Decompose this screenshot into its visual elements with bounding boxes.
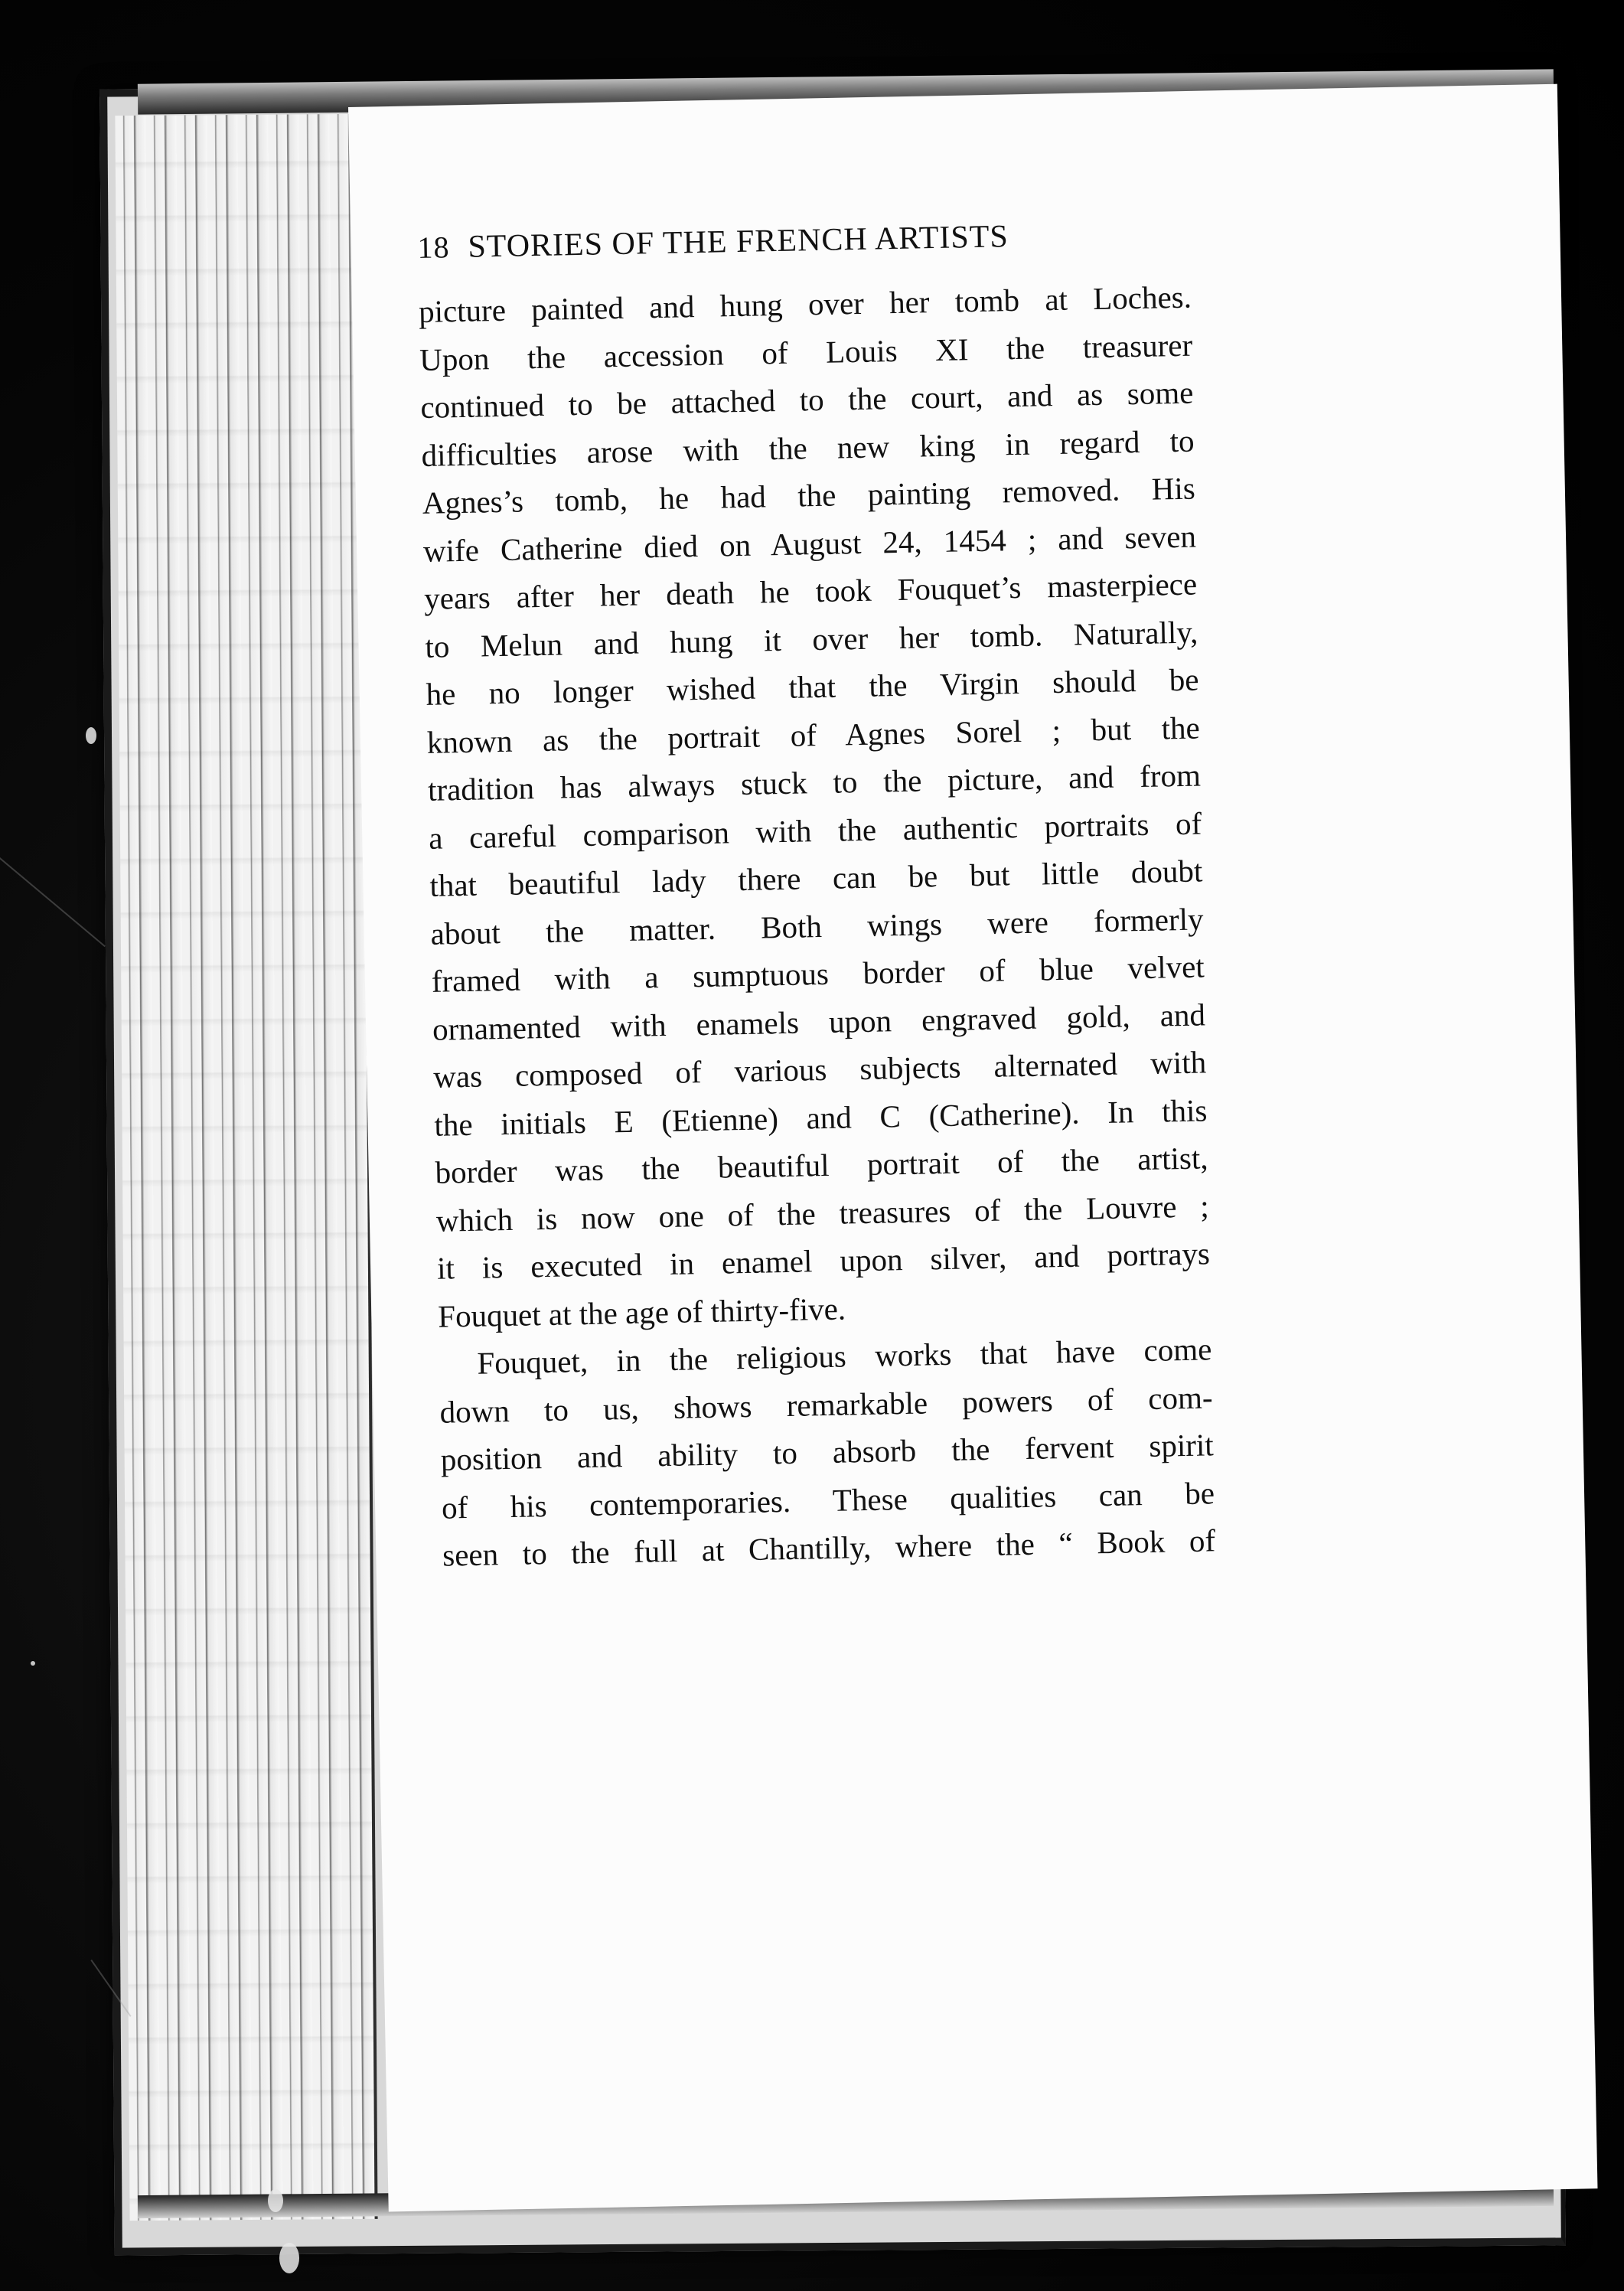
text-line: tradition has always stuck to the picture, and from xyxy=(427,757,1202,808)
text-line: a careful comparison with the authentic portraits of xyxy=(428,804,1202,856)
text-line: Agnes’s tomb, he had the painting removed. His xyxy=(422,470,1196,521)
text-line: he no longer wished that the Virgin should be xyxy=(426,661,1199,712)
text-line: position and ability to absorb the fervent spirit xyxy=(440,1427,1215,1477)
scan-speck xyxy=(86,727,96,744)
text-line: it is executed in enamel upon silver, and portrays xyxy=(436,1235,1211,1286)
text-line: seen to the full at Chantilly, where the “ Book of xyxy=(442,1522,1216,1573)
scan-speck xyxy=(31,1661,35,1666)
scan-speck xyxy=(268,2189,283,2212)
text-line: Fouquet at the age of thirty-five. xyxy=(437,1291,846,1334)
scan-streak xyxy=(0,857,106,947)
scan-speck xyxy=(279,2243,299,2273)
paragraph-2 xyxy=(439,1325,1216,1579)
text-line: was composed of various subjects alternated with xyxy=(432,1044,1207,1095)
paragraph-1 xyxy=(418,273,1211,1340)
text-line: difficulties arose with the new king in regard to xyxy=(421,423,1195,473)
text-line: picture painted and hung over her tomb at Loches. xyxy=(418,279,1192,329)
text-line: which is now one of the treasures of the Louvre ; xyxy=(435,1187,1210,1239)
text-line: framed with a sumptuous border of blue velvet xyxy=(431,948,1205,999)
text-line: the initials E (Etienne) and C (Catherine). In this xyxy=(434,1092,1208,1143)
page-edges xyxy=(115,114,377,2221)
text-line: that beautiful lady there can be but little doubt xyxy=(429,853,1203,903)
text-line: years after her death he took Fouquet’s masterpiece xyxy=(423,566,1198,616)
text-line: Fouquet, in the religious works that have come xyxy=(476,1331,1212,1381)
text-line: of his contemporaries. These qualities can be xyxy=(441,1474,1215,1526)
text-line: to Melun and hung it over her tomb. Naturally, xyxy=(425,614,1198,664)
text-line: Upon the accession of Louis XI the treasurer xyxy=(419,327,1193,377)
text-line: continued to be attached to the court, and as some xyxy=(420,374,1194,425)
text-line: border was the beautiful portrait of the artist, xyxy=(435,1140,1208,1190)
text-line: ornamented with enamels upon engraved gold, and xyxy=(432,996,1206,1047)
page-text xyxy=(417,215,1216,1580)
text-line: about the matter. Both wings were formerly xyxy=(430,900,1204,951)
text-line: known as the portrait of Agnes Sorel ; but the xyxy=(426,709,1201,760)
text-line: down to us, shows remarkable powers of com- xyxy=(439,1379,1213,1430)
running-title: STORIES OF THE FRENCH ARTISTS xyxy=(468,219,1009,265)
page-number: 18 xyxy=(417,230,450,265)
text-line: wife Catherine died on August 24, 1454 ; and seven xyxy=(422,518,1197,569)
